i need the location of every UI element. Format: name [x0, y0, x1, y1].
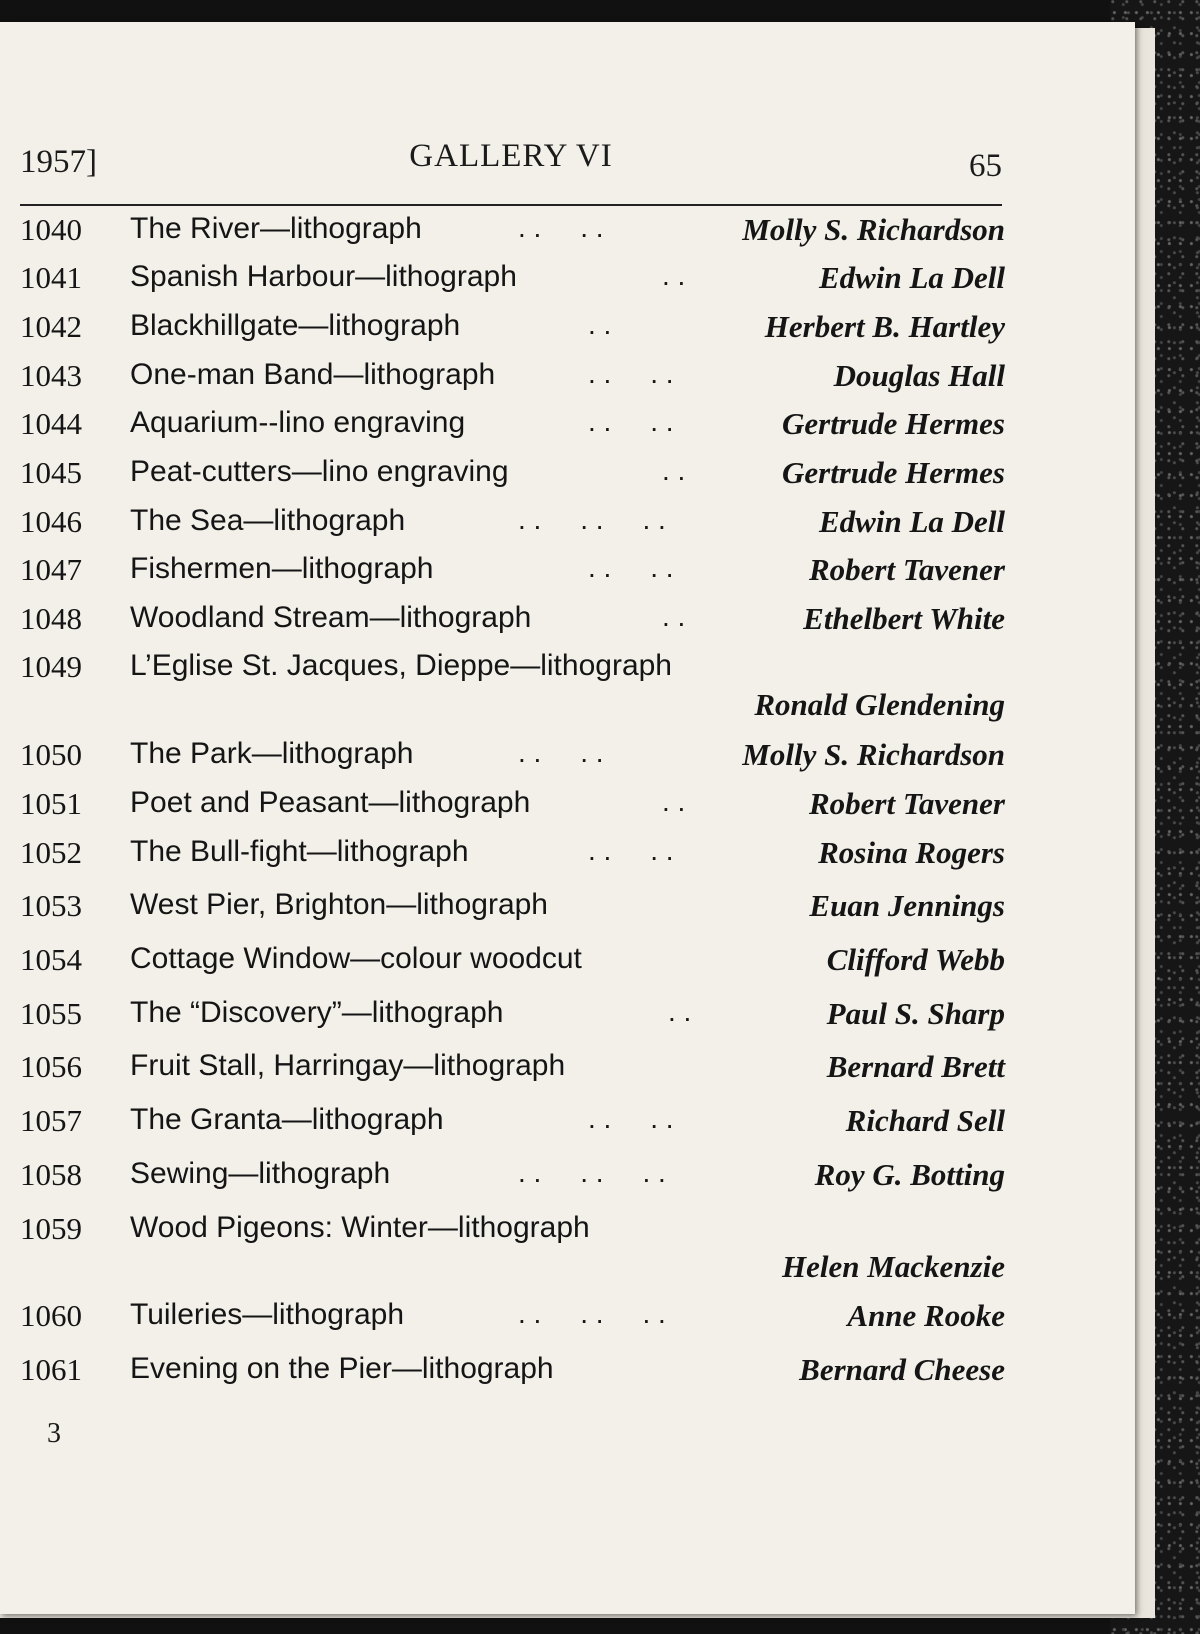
leader-dots: . . . . — [588, 835, 674, 866]
entry-artist: Rosina Rogers — [818, 835, 1005, 870]
entry-artist: Clifford Webb — [826, 942, 1005, 977]
leader-dots: . . — [662, 455, 686, 486]
catalogue-entry — [20, 996, 1005, 1036]
entry-number: 1042 — [20, 309, 82, 344]
entry-artist: Gertrude Hermes — [781, 455, 1005, 490]
entry-number: 1061 — [20, 1352, 82, 1387]
entry-number: 1041 — [20, 260, 82, 295]
entry-artist: Robert Tavener — [808, 786, 1005, 821]
entry-artist: Molly S. Richardson — [742, 737, 1005, 772]
entry-work: L’Eglise St. Jacques, Dieppe—lithograph — [130, 649, 672, 682]
header-year: 1957] — [20, 144, 97, 180]
entry-number: 1060 — [20, 1298, 82, 1333]
entry-number: 1052 — [20, 835, 82, 870]
leader-dots: . . — [588, 309, 612, 340]
entry-work: Woodland Stream—lithograph — [130, 601, 532, 634]
entry-work: West Pier, Brighton—lithograph — [130, 888, 548, 921]
catalogue-entry — [20, 942, 1005, 982]
catalogue-entry — [20, 1352, 1005, 1392]
leader-dots: . . . . . . — [518, 1298, 666, 1329]
entry-work: Poet and Peasant—lithograph — [130, 786, 531, 819]
entry-number: 1043 — [20, 358, 82, 393]
catalogue-entry — [20, 1298, 1005, 1338]
entry-work: Evening on the Pier—lithograph — [130, 1352, 554, 1385]
entry-artist: Ronald Glendening — [754, 687, 1005, 722]
entry-number: 1058 — [20, 1157, 82, 1192]
entry-number: 1048 — [20, 601, 82, 636]
entry-work: The Sea—lithograph — [130, 504, 406, 537]
entry-artist: Ethelbert White — [803, 601, 1005, 636]
catalogue-entry — [20, 1103, 1005, 1143]
entry-artist: Edwin La Dell — [818, 504, 1005, 539]
entry-work: Spanish Harbour—lithograph — [130, 260, 517, 293]
catalogue-entry — [20, 552, 1005, 592]
leader-dots: . . — [662, 601, 686, 632]
entry-number: 1050 — [20, 737, 82, 772]
entry-number: 1051 — [20, 786, 82, 821]
leader-dots: . . . . . . — [518, 1157, 666, 1188]
catalogue-entry — [20, 309, 1005, 349]
entry-artist: Paul S. Sharp — [826, 996, 1005, 1031]
entry-number: 1053 — [20, 888, 82, 923]
entry-work: The Granta—lithograph — [130, 1103, 444, 1136]
catalogue-entry — [20, 888, 1005, 928]
running-header — [20, 138, 1002, 188]
catalogue-entry — [20, 1211, 1005, 1291]
catalogue-entry — [20, 260, 1005, 300]
entry-number: 1056 — [20, 1049, 82, 1084]
catalogue-page — [0, 22, 1135, 1614]
entry-work: Fishermen—lithograph — [130, 552, 434, 585]
leader-dots: . . . . — [588, 406, 674, 437]
entry-work: Cottage Window—colour woodcut — [130, 942, 582, 975]
catalogue-entry — [20, 835, 1005, 875]
catalogue-entry — [20, 649, 1005, 729]
catalogue-entry — [20, 601, 1005, 641]
entry-artist: Anne Rooke — [847, 1298, 1005, 1333]
entry-number: 1049 — [20, 649, 82, 684]
entry-work: Sewing—lithograph — [130, 1157, 391, 1190]
entry-work: Blackhillgate—lithograph — [130, 309, 461, 342]
entry-work: One-man Band—lithograph — [130, 358, 496, 391]
entry-work: Aquarium--lino engraving — [130, 406, 466, 439]
entry-number: 1045 — [20, 455, 82, 490]
catalogue-entry — [20, 1157, 1005, 1197]
leader-dots: . . . . — [588, 552, 674, 583]
leader-dots: . . — [668, 996, 692, 1027]
entry-artist: Bernard Brett — [826, 1049, 1005, 1084]
entry-artist: Bernard Cheese — [799, 1352, 1005, 1387]
entry-work: The Bull-fight—lithograph — [130, 835, 469, 868]
leader-dots: . . — [662, 260, 686, 291]
entry-artist: Edwin La Dell — [818, 260, 1005, 295]
entry-number: 1055 — [20, 996, 82, 1031]
leader-dots: . . . . . . — [518, 504, 666, 535]
leader-dots: . . — [662, 786, 686, 817]
entry-artist: Helen Mackenzie — [782, 1249, 1005, 1284]
entry-work: Tuileries—lithograph — [130, 1298, 405, 1331]
leader-dots: . . . . — [588, 358, 674, 389]
entry-number: 1044 — [20, 406, 82, 441]
header-page-number: 65 — [969, 148, 1002, 184]
entry-number: 1059 — [20, 1211, 82, 1246]
entry-artist: Euan Jennings — [809, 888, 1005, 923]
catalogue-entry — [20, 212, 1005, 252]
entry-work: The Park—lithograph — [130, 737, 414, 770]
catalogue-entry — [20, 1049, 1005, 1089]
entry-work: The River—lithograph — [130, 212, 422, 245]
entry-number: 1054 — [20, 942, 82, 977]
catalogue-entry — [20, 406, 1005, 446]
catalogue-entry — [20, 455, 1005, 495]
entry-artist: Richard Sell — [845, 1103, 1005, 1138]
entry-artist: Roy G. Botting — [814, 1157, 1005, 1192]
entry-number: 1057 — [20, 1103, 82, 1138]
catalogue-entry — [20, 504, 1005, 544]
entry-artist: Douglas Hall — [833, 358, 1005, 393]
leader-dots: . . . . — [518, 737, 604, 768]
header-title: GALLERY VI — [409, 138, 613, 174]
header-rule — [20, 204, 1002, 206]
entry-work: Peat-cutters—lino engraving — [130, 455, 509, 488]
entry-artist: Gertrude Hermes — [781, 406, 1005, 441]
leader-dots: . . . . — [518, 212, 604, 243]
entry-number: 1047 — [20, 552, 82, 587]
catalogue-entry — [20, 786, 1005, 826]
signature-folio: 3 — [47, 1418, 61, 1449]
entry-work: The “Discovery”—lithograph — [130, 996, 504, 1029]
entry-work: Fruit Stall, Harringay—lithograph — [130, 1049, 566, 1082]
entry-number: 1046 — [20, 504, 82, 539]
entry-artist: Herbert B. Hartley — [764, 309, 1005, 344]
entry-artist: Robert Tavener — [808, 552, 1005, 587]
catalogue-entry — [20, 737, 1005, 777]
entry-artist: Molly S. Richardson — [742, 212, 1005, 247]
entry-number: 1040 — [20, 212, 82, 247]
leader-dots: . . . . — [588, 1103, 674, 1134]
catalogue-entry — [20, 358, 1005, 398]
entry-work: Wood Pigeons: Winter—lithograph — [130, 1211, 590, 1244]
